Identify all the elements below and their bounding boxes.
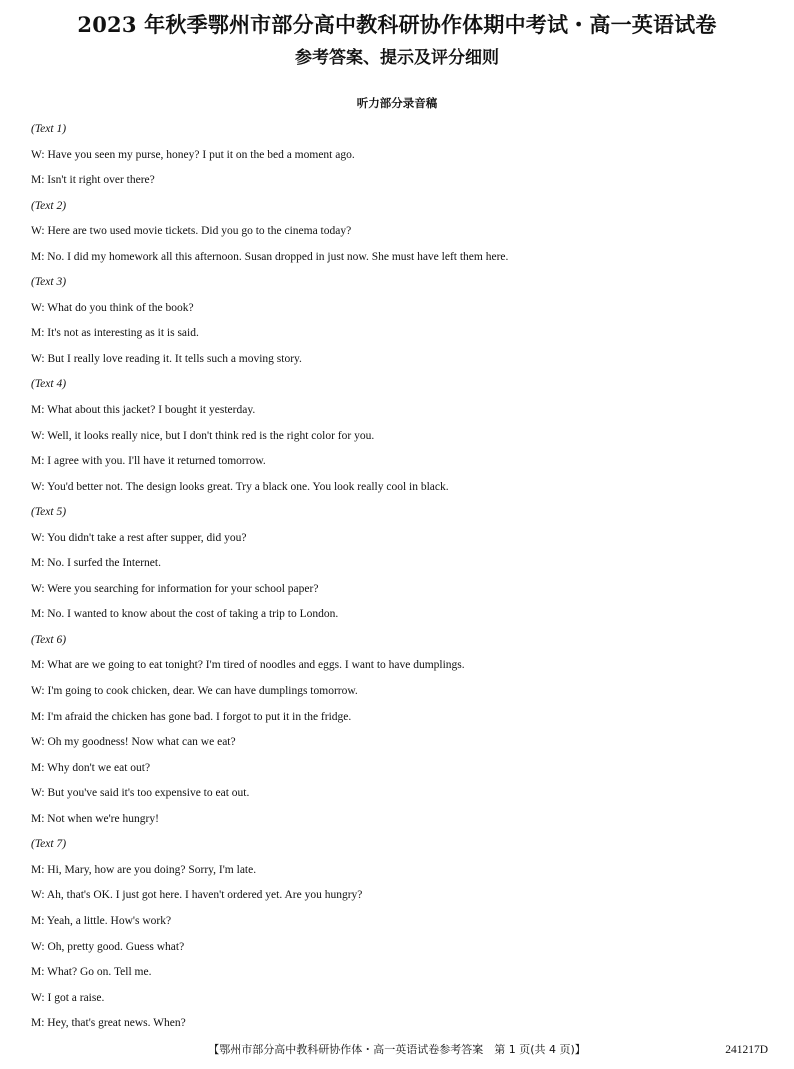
dialogue-line: M: Hi, Mary, how are you doing? Sorry, I'm late. [31, 863, 257, 876]
dialogue-line: M: Isn't it right over there? [31, 174, 155, 187]
dialogue-line: M: Why don't we eat out? [31, 761, 151, 774]
dialogue-line: W: You didn't take a rest after supper, did you? [31, 531, 247, 544]
dialogue-line: M: No. I wanted to know about the cost of taking a trip to London. [31, 608, 339, 621]
section-title: 听力部分录音稿 [356, 96, 438, 110]
text-label: (Text 6) [31, 633, 67, 646]
dialogue-line: W: I'm going to cook chicken, dear. We can have dumplings tomorrow. [31, 685, 358, 698]
dialogue-line: W: What do you think of the book? [31, 301, 194, 314]
dialogue-line: M: What? Go on. Tell me. [31, 966, 152, 979]
text-label: (Text 3) [31, 276, 67, 289]
dialogue-line: M: It's not as interesting as it is said. [31, 327, 199, 340]
dialogue-line: M: No. I surfed the Internet. [31, 557, 161, 570]
dialogue-line: M: I agree with you. I'll have it returned tomorrow. [31, 455, 266, 468]
dialogue-line: M: What are we going to eat tonight? I'm tired of noodles and eggs. I want to have dumplings. [31, 659, 465, 672]
dialogue-line: W: Have you seen my purse, honey? I put it on the bed a moment ago. [31, 148, 355, 161]
transcript-lines [31, 119, 771, 1039]
dialogue-line: M: What about this jacket? I bought it yesterday. [31, 404, 256, 417]
text-label: (Text 2) [31, 199, 67, 212]
dialogue-line: M: Not when we're hungry! [31, 812, 159, 825]
text-label: (Text 5) [31, 506, 67, 519]
text-label: (Text 1) [31, 123, 67, 135]
dialogue-line: W: I got a raise. [31, 991, 105, 1004]
dialogue-line: M: Hey, that's great news. When? [31, 1017, 186, 1030]
document-code: 241217D [725, 1044, 768, 1056]
dialogue-line: W: Oh my goodness! Now what can we eat? [31, 736, 236, 749]
document-subtitle: 参考答案、提示及评分细则 [295, 48, 499, 68]
dialogue-line: M: Yeah, a little. How's work? [31, 914, 172, 927]
dialogue-line: W: But you've said it's too expensive to eat out. [31, 787, 250, 800]
dialogue-line: W: Well, it looks really nice, but I don't think red is the right color for you. [31, 429, 375, 442]
text-label: (Text 7) [31, 838, 67, 851]
dialogue-line: W: Oh, pretty good. Guess what? [31, 940, 185, 953]
dialogue-line: W: Ah, that's OK. I just got here. I haven't ordered yet. Are you hungry? [31, 889, 363, 902]
dialogue-line: W: But I really love reading it. It tells such a moving story. [31, 352, 302, 365]
page-footer: 【鄂州市部分高中教科研协作体・高一英语试卷参考答案 第 1 页(共 4 页)】 [208, 1043, 586, 1056]
text-label: (Text 4) [31, 378, 67, 391]
document-title: 2023 年秋季鄂州市部分高中教科研协作体期中考试・高一英语试卷 [77, 12, 717, 37]
dialogue-line: W: You'd better not. The design looks great. Try a black one. You look really cool in black. [31, 480, 449, 493]
dialogue-line: M: I'm afraid the chicken has gone bad. I forgot to put it in the fridge. [31, 710, 352, 723]
dialogue-line: W: Were you searching for information for your school paper? [31, 582, 319, 595]
dialogue-line: W: Here are two used movie tickets. Did you go to the cinema today? [31, 225, 352, 238]
dialogue-line: M: No. I did my homework all this afternoon. Susan dropped in just now. She must have left them here. [31, 250, 509, 263]
